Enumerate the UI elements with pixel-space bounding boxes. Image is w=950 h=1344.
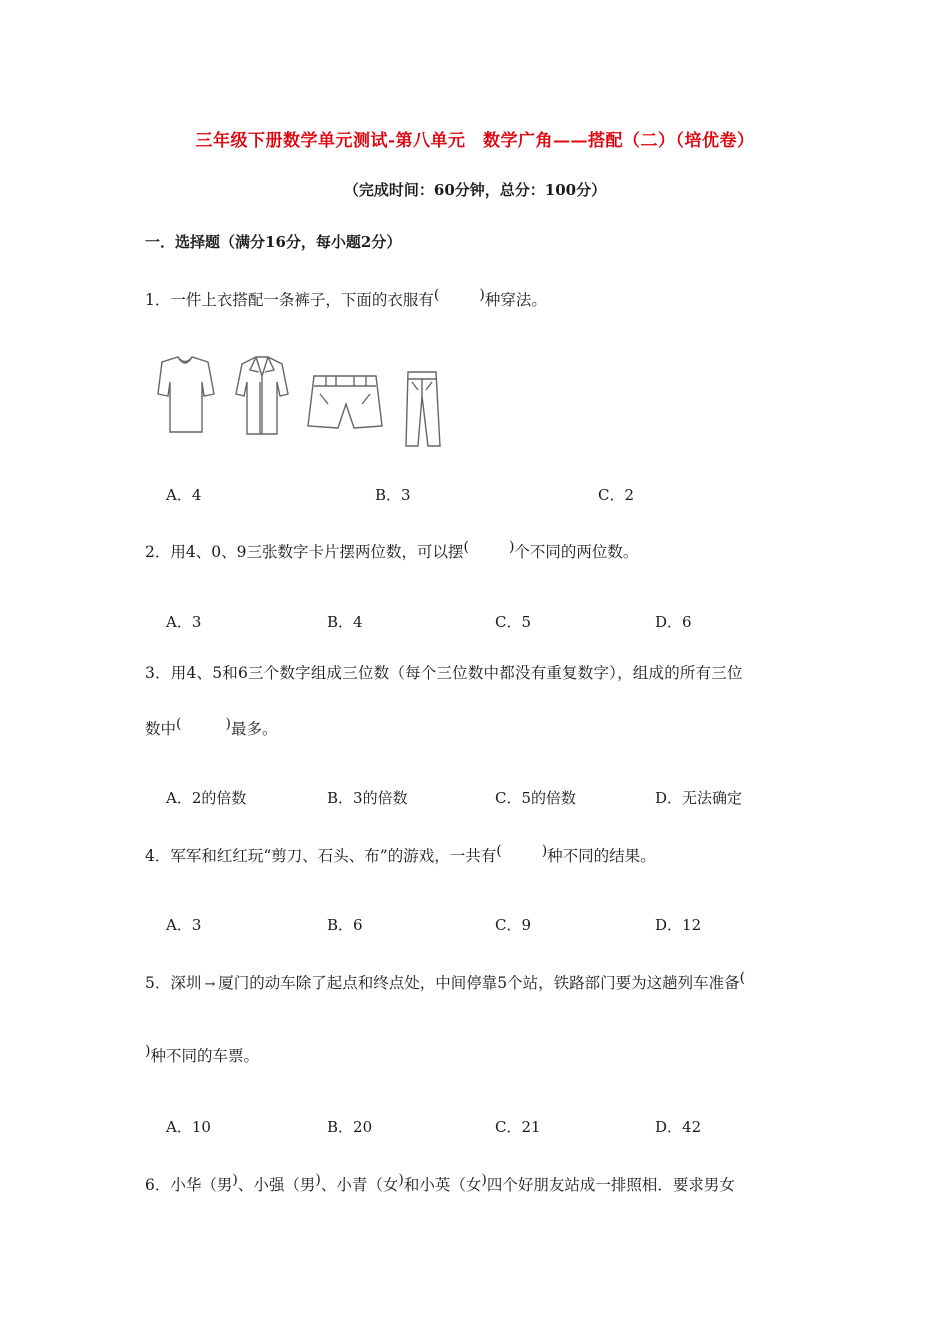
question-text: 用4、0、9三张数字卡片摆两位数，可以摆 xyxy=(170,543,464,561)
option-4c[interactable]: C．9 xyxy=(495,916,532,934)
trousers-icon xyxy=(406,372,440,446)
question-4 xyxy=(145,843,656,866)
option-2c[interactable]: C．5 xyxy=(495,613,532,631)
question-text: 用4、5和6三个数字组成三位数（每个三位数中都没有重复数字），组成的所有三位 xyxy=(170,664,743,682)
answer-blank-open: ( xyxy=(176,716,182,732)
option-3b[interactable]: B．3的倍数 xyxy=(327,789,408,807)
answer-blank-open: ( xyxy=(496,843,502,859)
question-number: 6． xyxy=(145,1176,171,1194)
question-number: 3． xyxy=(145,664,171,682)
time-and-score: （完成时间：60分钟，总分：100分） xyxy=(343,181,607,199)
question-text: 军军和红红玩“剪刀、石头、布”的游戏，一共有 xyxy=(170,847,497,865)
question-3-line-2 xyxy=(145,716,277,739)
option-5c[interactable]: C．21 xyxy=(495,1118,541,1136)
option-1b[interactable]: B．3 xyxy=(375,486,411,504)
page-title: 三年级下册数学单元测试-第八单元 数学广角——搭配（二）（培优卷） xyxy=(195,131,755,151)
answer-blank-close: ) xyxy=(479,287,485,303)
question-text: 最多。 xyxy=(230,720,278,738)
question-text: 、小强（男 xyxy=(237,1176,316,1194)
answer-blank-close: ) xyxy=(225,716,231,732)
question-text: 种穿法。 xyxy=(484,291,547,309)
option-2d[interactable]: D．6 xyxy=(655,613,692,631)
answer-blank-open: ( xyxy=(463,539,469,555)
question-text: 个不同的两位数。 xyxy=(514,543,639,561)
option-4d[interactable]: D．12 xyxy=(655,916,702,934)
t-shirt-icon xyxy=(158,357,214,432)
option-3c[interactable]: C．5的倍数 xyxy=(495,789,577,807)
option-3d[interactable]: D．无法确定 xyxy=(655,789,743,807)
option-1c[interactable]: C．2 xyxy=(598,486,635,504)
question-number: 2． xyxy=(145,543,171,561)
close-paren: ) xyxy=(232,1172,238,1188)
question-5-line-1 xyxy=(145,970,745,993)
question-6 xyxy=(145,1172,735,1195)
option-5a[interactable]: A．10 xyxy=(166,1118,211,1136)
question-5-line-2 xyxy=(145,1043,259,1066)
close-paren: ) xyxy=(398,1172,404,1188)
close-paren: ) xyxy=(315,1172,321,1188)
question-text: 一件上衣搭配一条裤子，下面的衣服有 xyxy=(170,291,434,309)
option-5b[interactable]: B．20 xyxy=(327,1118,373,1136)
question-1 xyxy=(145,287,547,310)
option-4a[interactable]: A．3 xyxy=(166,916,202,934)
shorts-icon xyxy=(308,376,382,428)
shirt-icon xyxy=(236,357,288,434)
question-text: 数中 xyxy=(145,720,177,738)
answer-blank-close: ) xyxy=(145,1043,151,1059)
question-number: 5． xyxy=(145,974,171,992)
question-number: 1． xyxy=(145,291,171,309)
question-text: 种不同的结果。 xyxy=(547,847,656,865)
question-text: 种不同的车票。 xyxy=(150,1047,259,1065)
answer-blank-open: ( xyxy=(433,287,440,303)
option-2b[interactable]: B．4 xyxy=(327,613,363,631)
option-1a[interactable]: A．4 xyxy=(166,486,202,504)
answer-blank-close: ) xyxy=(508,539,515,555)
answer-blank-close: ) xyxy=(541,843,548,859)
answer-blank-open: ( xyxy=(739,970,746,986)
section-heading: 一．选择题（满分16分，每小题2分） xyxy=(145,233,402,251)
option-2a[interactable]: A．3 xyxy=(166,613,202,631)
option-4b[interactable]: B．6 xyxy=(327,916,363,934)
clothing-illustration xyxy=(140,352,460,452)
question-text: 四个好朋友站成一排照相．要求男女 xyxy=(486,1176,735,1194)
question-text: 深圳 xyxy=(170,974,202,992)
option-5d[interactable]: D．42 xyxy=(655,1118,702,1136)
question-text: 小华（男 xyxy=(170,1176,233,1194)
question-3-line-1 xyxy=(145,661,743,683)
question-text: 和小英（女 xyxy=(403,1176,482,1194)
question-number: 4． xyxy=(145,847,171,865)
question-text: 厦门的动车除了起点和终点处，中间停靠5个站，铁路部门要为这趟列车准备 xyxy=(218,974,740,992)
option-3a[interactable]: A．2的倍数 xyxy=(166,789,247,807)
close-paren: ) xyxy=(481,1172,487,1188)
arrow-icon: → xyxy=(204,977,216,992)
question-text: 、小青（女 xyxy=(320,1176,399,1194)
question-2 xyxy=(145,539,638,562)
